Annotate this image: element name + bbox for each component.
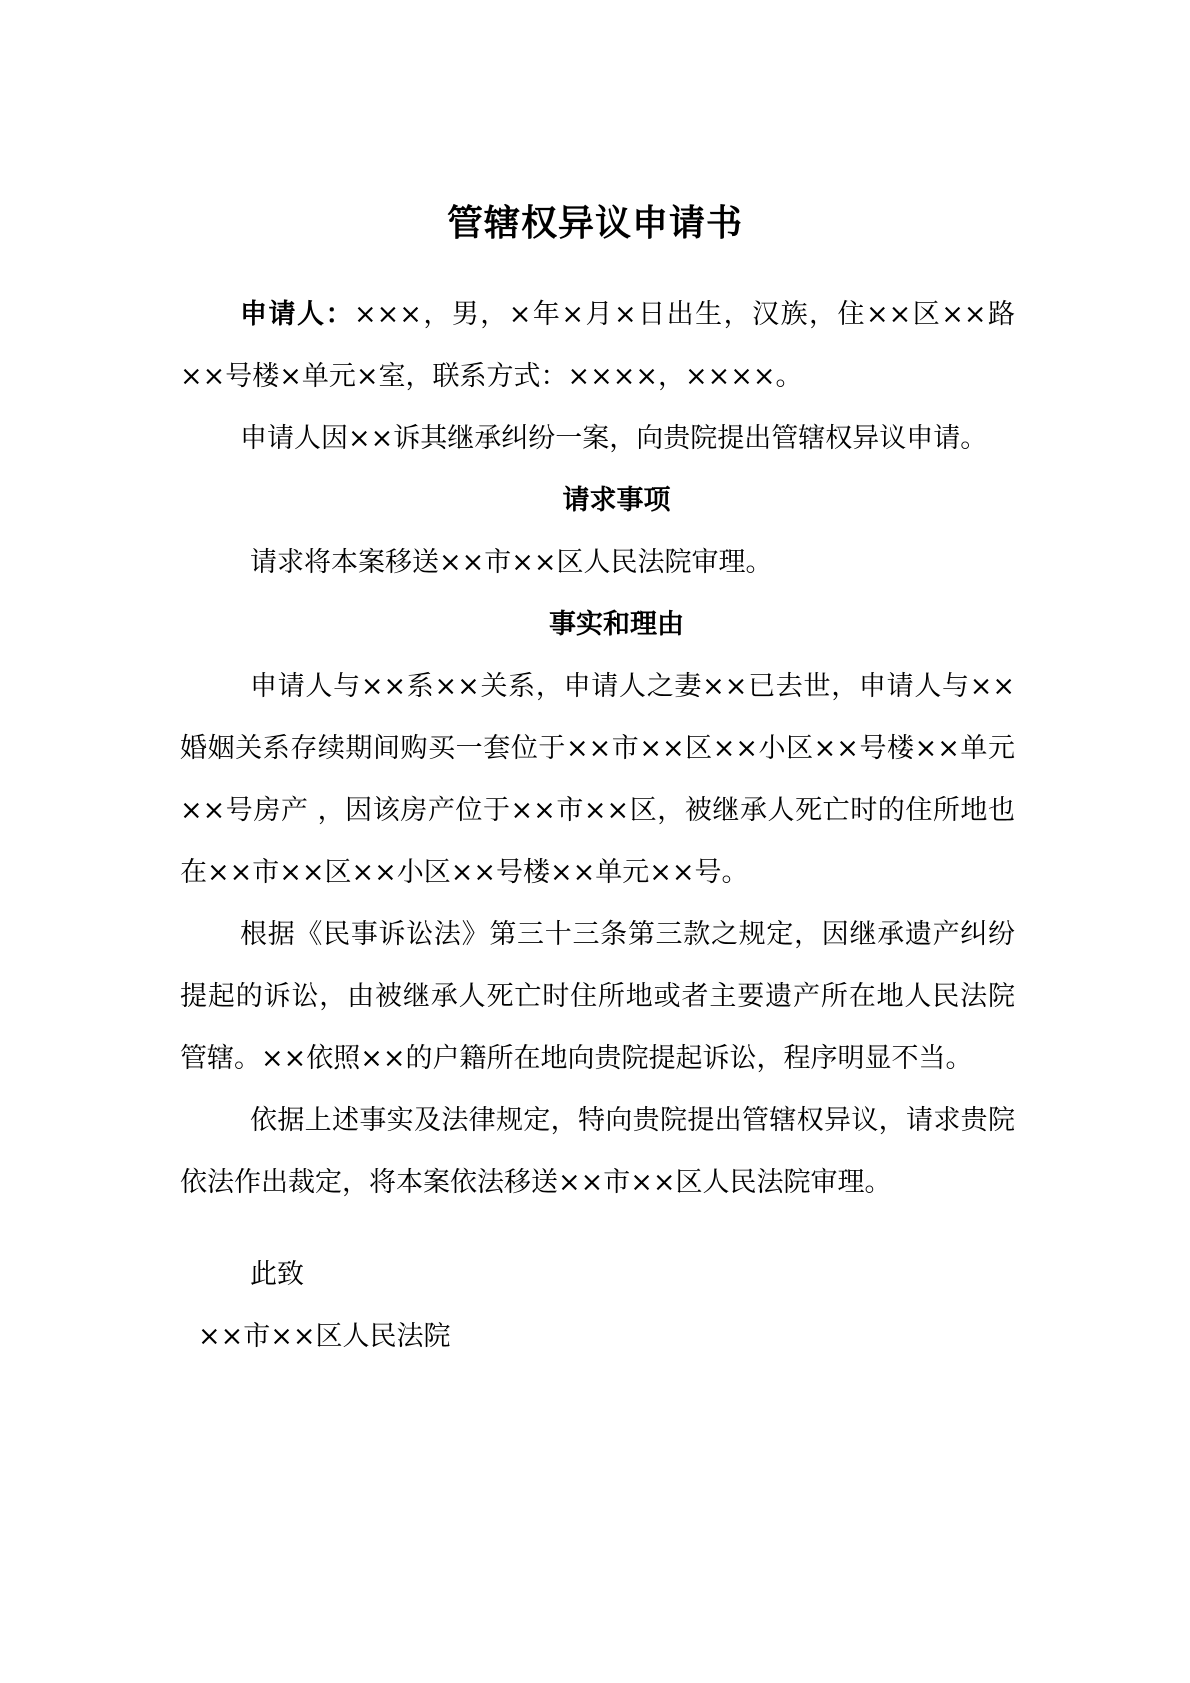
facts-paragraph-1: 申请人与××系××关系，申请人之妻××已去世，申请人与××婚姻关系存续期间购买一套位于××市××区××小区××号楼××单元××号房产 ，因该房产位于××市××区，被继承人死亡时的住所地也在××市××区××小区××号楼××单元××号。 (180, 671, 1015, 888)
applicant-info: ×××，男，×年×月×日出生，汉族，住××区××路××号楼×单元×室，联系方式：××××，××××。 (180, 299, 1016, 392)
document-title: 管辖权异议申请书 (446, 202, 743, 244)
spacer (180, 1214, 1015, 1244)
recipient-court: ××市××区人民法院 (198, 1321, 451, 1352)
facts-paragraph-2: 根据《民事诉讼法》第三十三条第三款之规定，因继承遗产纠纷提起的诉讼，由被继承人死亡时住所地或者主要遗产所在地人民法院管辖。××依照××的户籍所在地向贵院提起诉讼，程序明显不当。 (180, 919, 1015, 1074)
conclusion-paragraph: 依据上述事实及法律规定，特向贵院提出管辖权异议，请求贵院依法作出裁定，将本案依法移送××市××区人民法院审理。 (180, 1105, 1015, 1198)
request-paragraph: 请求将本案移送××市××区人民法院审理。 (250, 547, 773, 578)
request-heading: 请求事项 (562, 485, 671, 516)
facts-heading: 事实和理由 (549, 609, 684, 640)
intro-paragraph: 申请人因××诉其继承纠纷一案，向贵院提出管辖权异议申请。 (240, 423, 988, 454)
document-body (180, 284, 1015, 1368)
applicant-paragraph (180, 284, 1015, 408)
applicant-label: 申请人： (240, 299, 354, 330)
closing-salutation: 此致 (250, 1259, 304, 1290)
